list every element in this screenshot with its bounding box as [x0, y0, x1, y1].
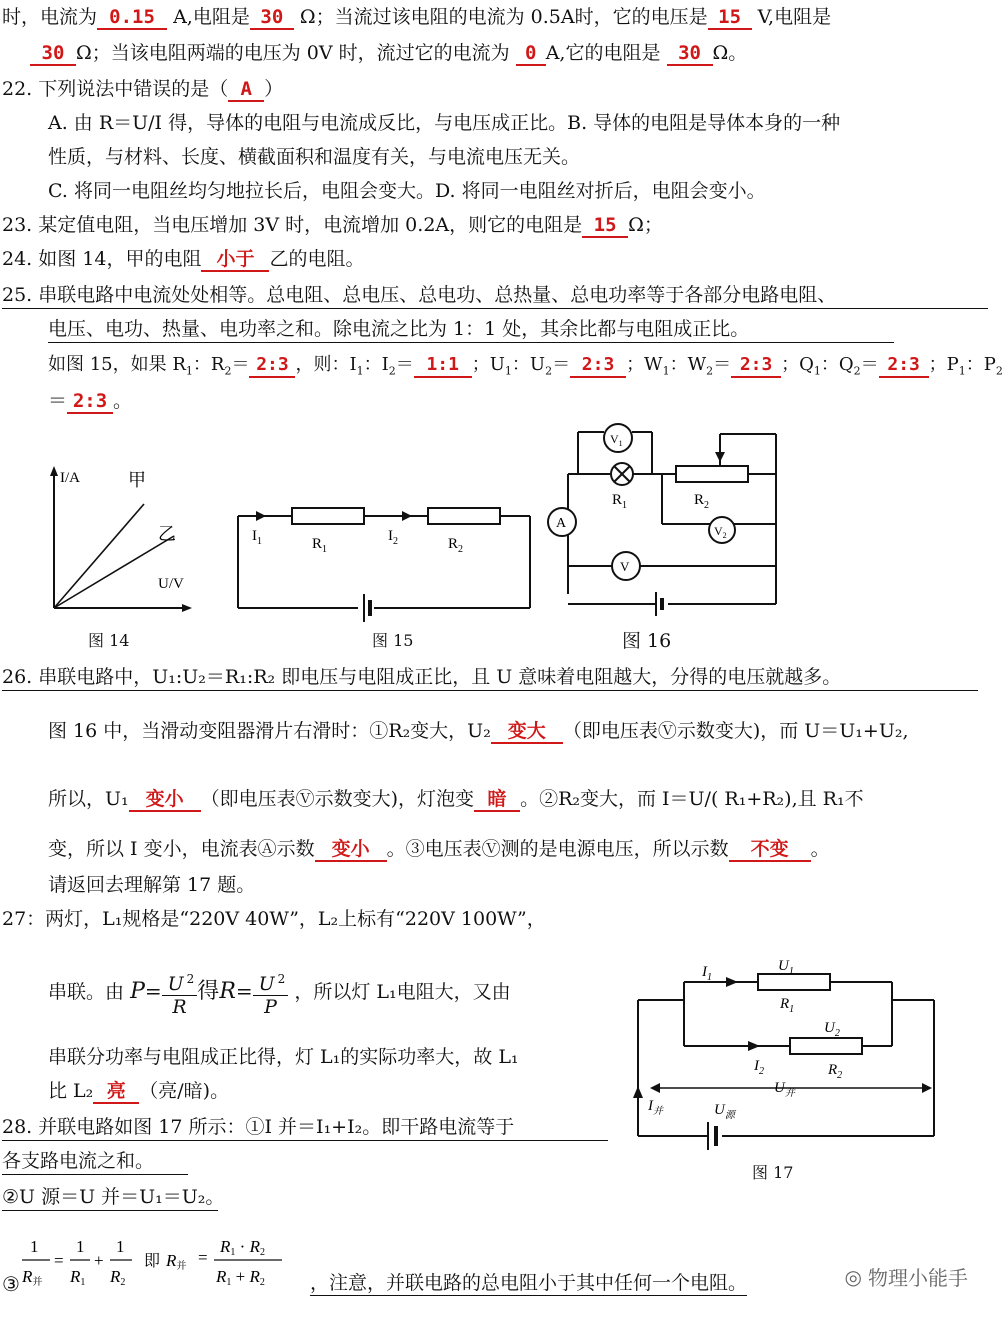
label-i2: $I_2$ — [754, 1058, 764, 1077]
label-v2: $V_2$ — [714, 524, 727, 540]
answer-current-2: 0 — [516, 42, 546, 66]
label-r1: $R_1$ — [612, 492, 628, 511]
q22-option-b-cont: 性质，与材料、长度、横截面积和温度有关，与电流电压无关。 — [48, 146, 581, 168]
answer-i-ratio: 1:1 — [414, 354, 472, 378]
figure-14-caption: 图 14 — [88, 631, 130, 650]
question-24: 24. 如图 14，甲的电阻 小于 乙的电阻。 — [2, 248, 365, 270]
question-23: 23. 某定值电阻，当电压增加 3V 时，电流增加 0.2A，则它的电阻是 15 Ω； — [2, 214, 663, 236]
label-u-bing: $U_并$ — [774, 1080, 795, 1099]
resistor-r2 — [428, 508, 500, 524]
answer-22: A — [228, 78, 264, 102]
answer-voltage: 15 — [708, 6, 752, 30]
svg-text:=: = — [197, 1248, 208, 1267]
text-line-1: 时，电流为 0.15 A,电阻是 30 Ω；当流过该电阻的电流为 0.5A时，它的电压是 15 V,电阻是 — [2, 6, 832, 28]
answer-23: 15 — [582, 214, 628, 238]
q25-line-2: 电压、电功、热量、电功率之和。除电流之比为 1：1 处，其余比都与电阻成正比。 — [48, 316, 894, 343]
line-jia — [54, 504, 144, 608]
symbol-p: P — [130, 979, 145, 1004]
resistor-r1 — [292, 508, 364, 524]
q26-line-4: 变，所以 I 变小，电流表Ⓐ示数 变小 。③电压表Ⓥ测的是电源电压，所以示数 不变 。 — [48, 838, 830, 860]
resistor-r1 — [758, 974, 830, 990]
answer-p-ratio: 2:3 — [67, 390, 113, 414]
figure-15-caption: 图 15 — [372, 631, 414, 650]
resistor-r2 — [790, 1038, 862, 1054]
y-axis-label: I/A — [60, 470, 80, 486]
answer-w-ratio: 2:3 — [731, 354, 781, 378]
label-yi: 乙 — [158, 524, 176, 544]
answer-resistance-2: 30 — [30, 42, 76, 66]
label-a: A — [556, 516, 567, 531]
q26-line-2: 图 16 中，当滑动变阻器滑片右滑时：①R₂变大，U₂ 变大 （即电压表Ⓥ示数变大)，而 U＝U₁+U₂, — [48, 720, 909, 742]
svg-text:R并: R并 — [21, 1267, 43, 1288]
svg-text:即: 即 — [143, 1253, 160, 1270]
answer-r-ratio: 2:3 — [249, 354, 295, 378]
q27-line-3: 串联分功率与电阻成正比得，灯 L₁的实际功率大，故 L₁ — [48, 1046, 519, 1068]
svg-text:R1 + R2: R1 + R2 — [215, 1267, 265, 1288]
svg-text:1: 1 — [115, 1237, 125, 1256]
svg-text:R2: R2 — [109, 1267, 126, 1288]
figure-16-caption: 图 16 — [622, 630, 672, 652]
label-u1: $U_1$ — [778, 958, 794, 977]
answer-26-voltmeter: 不变 — [729, 838, 811, 862]
svg-text:R1: R1 — [69, 1267, 86, 1288]
answer-26-u2: 变大 — [491, 720, 563, 744]
q25-line-1: 25. 串联电路中电流处处相等。总电阻、总电压、总电功、总热量、总电功率等于各部分电路电阻、 — [2, 282, 988, 309]
slider-arrow-icon — [715, 452, 725, 462]
q26-line-5: 请返回去理解第 17 题。 — [48, 874, 256, 896]
q27-formula-line: 串联。由 P= $\frac{U ^2}{R}$ 得R= $\frac{U ^2}{P}$ ，所以灯 L₁电阻大，又由 — [48, 956, 511, 1026]
q25-power-ratio: ＝ 2:3 。 — [48, 390, 133, 412]
label-i1: $I_1$ — [252, 528, 262, 547]
svg-text:+: + — [93, 1251, 104, 1270]
q28-line-3: ②U 源＝U 并＝U₁＝U₂。 — [2, 1184, 218, 1211]
label-v1: $V_1$ — [610, 432, 623, 448]
q28-formula-line: ③ 1 R并 = 1 R1 + 1 R2 即 R并 = R1 · R2 R1 + R2 ，注意，并联电路的总电阻小于其中任何一个电阻。 — [2, 1232, 747, 1302]
current-arrow-icon — [748, 1041, 760, 1051]
q27-line-1: 27：两灯，L₁规格是“220V 40W”，L₂上标有“220V 100W”， — [2, 908, 546, 930]
label-r2: $R_2$ — [448, 536, 464, 555]
current-arrow-icon — [256, 511, 266, 521]
answer-27: 亮 — [93, 1080, 139, 1104]
figure-15-circuit — [230, 500, 540, 620]
svg-text:1: 1 — [29, 1237, 39, 1256]
q28-note: ，注意，并联电路的总电阻小于其中任何一个电阻。 — [310, 1268, 747, 1296]
arrowhead-icon — [922, 1083, 932, 1093]
svg-text:1: 1 — [75, 1237, 85, 1256]
label-u-yuan: $U_源$ — [714, 1102, 735, 1121]
svg-text:=: = — [53, 1251, 64, 1270]
watermark-text: 物理小能手 — [868, 1266, 968, 1290]
label-jia: 甲 — [128, 470, 146, 490]
current-arrow-icon — [402, 511, 412, 521]
x-axis-arrow-icon — [182, 604, 192, 612]
answer-26-u1: 变小 — [129, 788, 201, 812]
answer-resistance-3: 30 — [667, 42, 713, 66]
figure-17-caption: 图 17 — [752, 1163, 794, 1182]
fraction-u2-over-p: $\frac{U ^2}{P}$ — [253, 968, 289, 1018]
y-axis-arrow-icon — [50, 466, 58, 476]
answer-current: 0.15 — [97, 6, 167, 30]
svg-text:R并: R并 — [165, 1251, 187, 1272]
question-22: 22. 下列说法中错误的是（ A ） — [2, 78, 284, 100]
q26-line-3: 所以，U₁ 变小 （即电压表Ⓥ示数变大)，灯泡变 暗 。②R₂变大，而 I＝U/( R₁+R₂),且 R₁不 — [48, 788, 864, 810]
rheostat-r2 — [676, 466, 748, 482]
label-r1: $R_1$ — [312, 536, 328, 555]
label-r2: $R_2$ — [828, 1062, 843, 1081]
fraction-u2-over-r: $\frac{U ^2}{R}$ — [162, 968, 198, 1018]
q22-option-cd: C. 将同一电阻丝均匀地拉长后，电阻会变大。D. 将同一电阻丝对折后，电阻会变小。 — [48, 180, 766, 202]
watermark — [845, 1262, 968, 1291]
x-axis-label: U/V — [158, 576, 184, 592]
answer-24: 小于 — [201, 248, 269, 272]
line-yi — [54, 536, 174, 608]
current-arrow-icon — [726, 977, 738, 987]
q26-line-1: 26. 串联电路中，U₁:U₂＝R₁:R₂ 即电压与电阻成正比，且 U 意味着电阻越大，分得的电压就越多。 — [2, 664, 978, 691]
svg-text:R1 · R2: R1 · R2 — [219, 1237, 265, 1258]
label-r1: $R_1$ — [780, 996, 795, 1015]
current-arrow-icon — [633, 1086, 643, 1098]
answer-q-ratio: 2:3 — [879, 354, 929, 378]
arrowhead-icon — [650, 1083, 660, 1093]
answer-26-lamp: 暗 — [474, 788, 520, 812]
wechat-icon: ◎ — [844, 1264, 862, 1289]
label-i1: $I_1$ — [702, 964, 712, 983]
text-line-2: 30 Ω；当该电阻两端的电压为 0V 时，流过它的电流为 0 A,它的电阻是 30 Ω。 — [30, 40, 747, 66]
figure-16-circuit — [540, 422, 790, 622]
q28-line-2: 各支路电流之和。 — [2, 1148, 188, 1175]
q27-line-4: 比 L₂ 亮 （亮/暗)。 — [48, 1080, 230, 1102]
label-u2: $U_2$ — [824, 1020, 840, 1039]
figure-14-graph — [40, 460, 220, 620]
label-v: V — [620, 559, 630, 574]
label-i2: $I_2$ — [388, 528, 398, 547]
label-r2: $R_2$ — [694, 492, 710, 511]
answer-u-ratio: 2:3 — [570, 354, 626, 378]
answer-resistance: 30 — [250, 6, 294, 30]
q25-ratios: 如图 15，如果 $R_1$：$R_2=$ 2:3 ，则：$I_1$：$I_2=$ 1:1 ；$U_1$：$U_2=$ 2:3 ；$W_1$：$W_2=$ 2:3 ；$Q_1$：$Q_2=$ 2:3 ；$P_1$：$P_2$ — [48, 354, 1003, 378]
figure-17-circuit — [630, 952, 940, 1162]
parallel-resistance-formula — [20, 1232, 310, 1302]
q28-line-1: 28. 并联电路如图 17 所示：①I 并＝I₁+I₂。即干路电流等于 — [2, 1114, 608, 1141]
q22-option-ab: A. 由 R＝U/I 得，导体的电阻与电流成反比，与电压成正比。B. 导体的电阻是导体本身的一种 — [48, 112, 841, 134]
label-i-bing: $I_并$ — [648, 1098, 663, 1117]
answer-26-ammeter: 变小 — [315, 838, 387, 862]
